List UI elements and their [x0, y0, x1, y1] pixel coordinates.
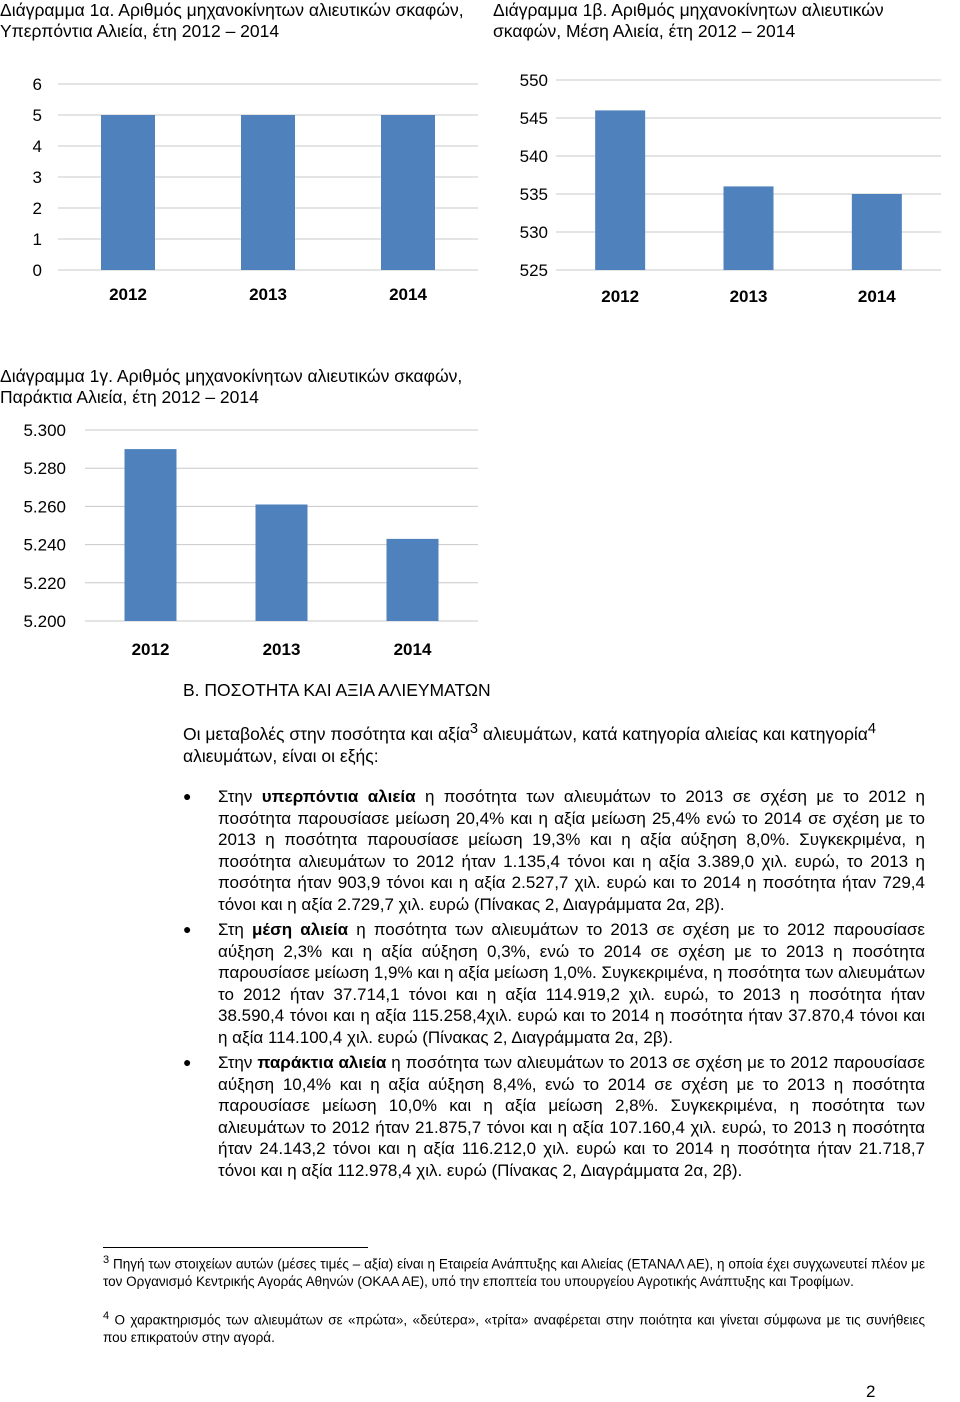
bar-2013: [724, 186, 774, 270]
footnote-divider: [103, 1247, 368, 1248]
y-tick-label: 5.280: [23, 459, 66, 479]
intro-part-b: αλιευμάτων, κατά κατηγορία αλιείας και κατηγορία: [478, 723, 868, 744]
bullet-item-deep-sea: ● Στην υπερπόντια αλιεία η ποσότητα των αλιευμάτων το 2013 σε σχέση με το 2012 η ποσότητα παρουσίασε μείωση 20,4% και η αξία μείωση 25,4% ενώ το 2014 σε σχέση με το 2013 η ποσότητα παρουσίασε μείωση 19,3% και η αξία αύξηση 8,0%. Συγκεκριμένα, η ποσότητα αλιευμάτων το 2012 ήταν 1.135,4 τόνοι και η αξία 3.389,0 χιλ. ευρώ, το 2013 η ποσότητα ήταν 903,9 τόνοι και η αξία 2.527,7 χιλ. ευρώ και το 2014 η ποσότητα ήταν 729,4 τόνοι και η αξία 2.729,7 χιλ. ευρώ (Πίνακας 2, Διαγράμματα 2α, 2β).: [183, 787, 925, 914]
section-intro: [183, 718, 923, 767]
x-tick-label: 2014: [393, 640, 432, 659]
bullet-keyword: υπερπόντια αλιεία: [261, 787, 416, 806]
bullet-keyword: παράκτια αλιεία: [257, 1053, 387, 1072]
y-tick-label: 5: [32, 106, 42, 125]
fishery-bullets: [183, 786, 925, 1185]
bar-2014: [381, 115, 435, 270]
bar-2014: [852, 194, 902, 270]
y-tick-label: 1: [32, 230, 42, 249]
bar-2013: [241, 115, 295, 270]
footnote-3: $^3$ Πηγή των στοιχείων αυτών (μέσες τιμές – αξία) είναι η Εταιρεία Ανάπτυξης και Αλιείας (ΕΤΑΝΑΛ ΑΕ), η οποία έχει συγχωνευτεί πλέον με τον Οργανισμό Κεντρικής Αγοράς Αθηνών (ΟΚΑΑ ΑΕ), υπό την εποπτεία του υπουργείου Αγροτικής Ανάπτυξης και Τροφίμων.: [103, 1254, 925, 1289]
x-tick-label: 2013: [729, 287, 768, 306]
x-tick-label: 2012: [109, 285, 147, 304]
y-tick-label: 5.220: [23, 573, 66, 593]
y-tick-label: 530: [519, 223, 548, 242]
y-tick-label: 5.260: [23, 497, 66, 517]
x-tick-label: 2013: [249, 285, 287, 304]
bar-2014: [387, 539, 439, 621]
bullet-dot-icon: ●: [183, 921, 192, 937]
x-tick-label: 2014: [389, 285, 427, 304]
y-tick-label: 525: [519, 261, 548, 280]
chart-1c-svg: [0, 420, 478, 665]
y-tick-label: 3: [32, 168, 42, 187]
y-tick-label: 540: [519, 147, 548, 166]
chart-1a-caption: Διάγραμμα 1α. Αριθμός μηχανοκίνητων αλιευτικών σκαφών, Υπερπόντια Αλιεία, έτη 2012 – 2014: [0, 0, 464, 41]
chart-1a-svg: [0, 62, 478, 314]
y-tick-label: 2: [32, 199, 42, 218]
y-tick-label: 5.200: [23, 612, 66, 631]
footnote-ref-4: 4: [867, 721, 877, 737]
bullet-item-coastal: ● Στην παράκτια αλιεία η ποσότητα των αλιευμάτων το 2013 σε σχέση με το 2012 παρουσίασε αύξηση 10,4% και η αξία αύξηση 8,4%, ενώ το 2014 σε σχέση με το 2013 η ποσότητα παρουσίασε μείωση 10,0% και η αξία μείωση 2,8%. Συγκεκριμένα, η ποσότητα των αλιευμάτων το 2012 ήταν 21.875,7 τόνοι και η αξία 107.160,4 χιλ. ευρώ, το 2013 η ποσότητα ήταν 24.143,2 τόνοι και η αξία 116.212,0 χιλ. ευρώ και το 2014 η ποσότητα ήταν 21.718,7 τόνοι και η αξία 112.978,4 χιλ. ευρώ (Πίνακας 2, Διαγράμματα 2α, 2β).: [183, 1053, 926, 1180]
chart-1b-svg: [493, 62, 960, 317]
y-tick-label: 5.300: [23, 421, 66, 440]
bar-2012: [125, 449, 177, 621]
section-title: Β. ΠΟΣΟΤΗΤΑ ΚΑΙ ΑΞΙΑ ΑΛΙΕΥΜΑΤΩΝ: [183, 680, 491, 700]
bullet-dot-icon: ●: [183, 788, 192, 804]
y-tick-label: 0: [32, 261, 42, 280]
chart-1c: [0, 420, 478, 665]
chart-1c-caption: Διάγραμμα 1γ. Αριθμός μηχανοκίνητων αλιευτικών σκαφών, Παράκτια Αλιεία, έτη 2012 – 2014: [0, 366, 463, 407]
bar-2013: [256, 504, 308, 621]
bar-2012: [595, 110, 645, 270]
y-tick-label: 5.240: [23, 535, 66, 555]
y-tick-label: 535: [519, 185, 548, 204]
intro-part-a: Οι μεταβολές στην ποσότητα και αξία: [183, 723, 470, 744]
chart-1b: [493, 62, 960, 317]
x-tick-label: 2013: [262, 640, 301, 659]
x-tick-label: 2012: [601, 287, 640, 306]
y-tick-label: 4: [32, 137, 42, 156]
bullet-item-middle: ● Στη μέση αλιεία η ποσότητα των αλιευμάτων το 2013 σε σχέση με το 2012 παρουσίασε αύξηση 2,3% και η αξία αύξηση 0,3%, ενώ το 2014 σε σχέση με το 2013 η ποσότητα παρουσίασε μείωση 1,9% και η αξία μείωση 1,0%. Συγκεκριμένα, η ποσότητα των αλιευμάτων το 2012 ήταν 37.714,1 τόνοι και η αξία 114.919,2 χιλ. ευρώ, το 2013 η ποσότητα ήταν 38.590,4 τόνοι και η αξία 115.258,4χιλ. ευρώ και το 2014 η ποσότητα ήταν 37.870,4 τόνοι και η αξία 114.100,4 χιλ. ευρώ (Πίνακας 2, Διαγράμματα 2α, 2β).: [183, 920, 925, 1047]
y-tick-label: 550: [519, 71, 548, 90]
page-number: 2: [866, 1382, 876, 1401]
x-tick-label: 2014: [857, 287, 896, 306]
y-tick-label: 6: [32, 75, 42, 94]
chart-1b-caption: Διάγραμμα 1β. Αριθμός μηχανοκίνητων αλιευτικών σκαφών, Μέση Αλιεία, έτη 2012 – 2014: [493, 0, 884, 41]
y-tick-label: 545: [519, 109, 548, 128]
chart-1a: [0, 62, 478, 314]
bullet-keyword: μέση αλιεία: [252, 920, 349, 939]
intro-part-c: αλιευμάτων, είναι οι εξής:: [183, 745, 379, 766]
footnote-4: $^4$ Ο χαρακτηρισμός των αλιευμάτων σε «πρώτα», «δεύτερα», «τρίτα» αναφέρεται στην ποιότητα και γίνεται σύμφωνα με τις συνήθειες που επικρατούν στην αγορά.: [103, 1310, 925, 1345]
x-tick-label: 2012: [131, 640, 170, 659]
bullet-dot-icon: ●: [183, 1054, 192, 1070]
footnote-ref-3: 3: [469, 721, 479, 737]
bar-2012: [101, 115, 155, 270]
